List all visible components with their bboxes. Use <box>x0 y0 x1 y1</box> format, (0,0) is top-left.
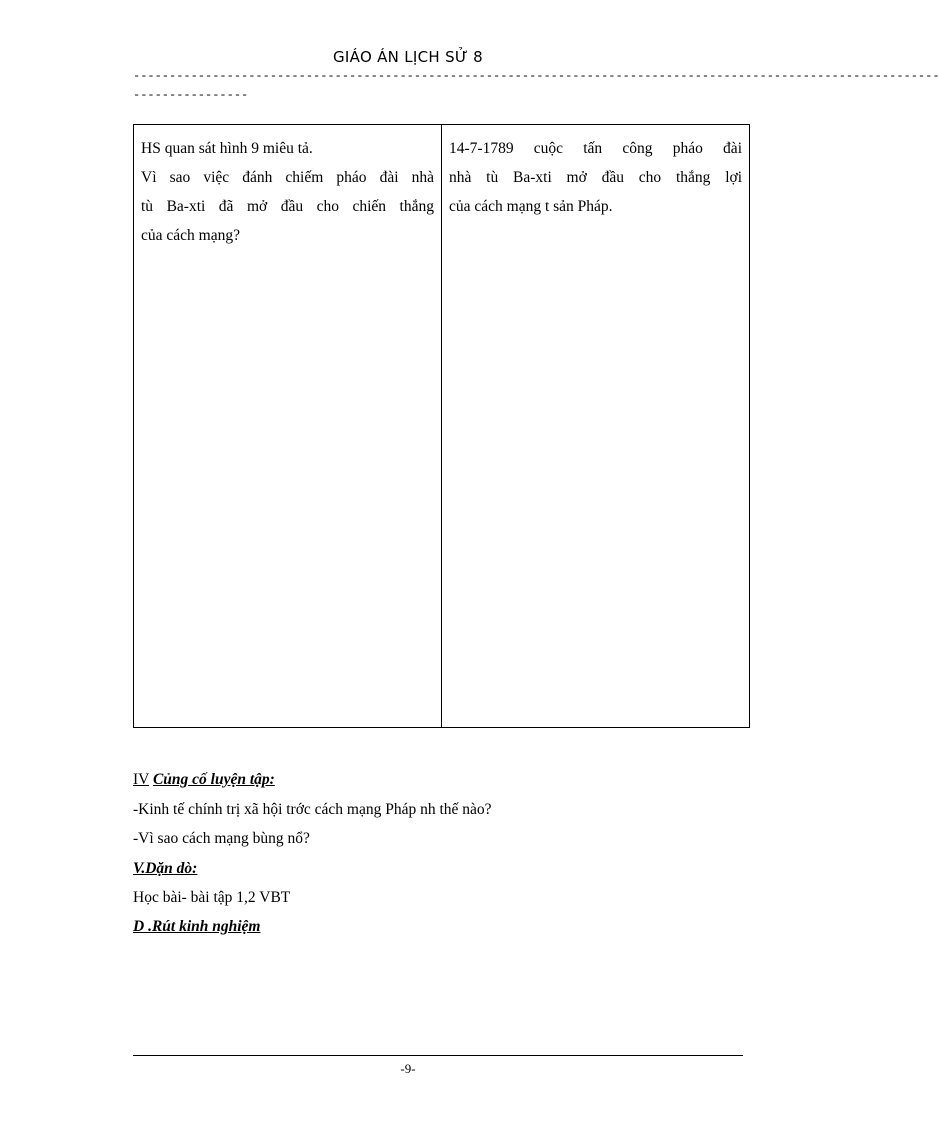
lessons-learned-heading: D .Rút kinh nghiệm <box>133 918 261 935</box>
page-header-title: GIÁO ÁN LỊCH SỬ 8 <box>333 48 483 66</box>
footer-divider <box>133 1055 743 1056</box>
activity-line: của cách mạng? <box>141 227 240 244</box>
content-line: của cách mạng t sản Pháp. <box>449 198 613 215</box>
page-number: -9- <box>400 1061 416 1076</box>
activity-line: HS quan sát hình 9 miêu tả. <box>141 140 313 157</box>
review-section-heading <box>133 770 275 790</box>
activity-cell <box>134 125 442 727</box>
review-question: -Vì sao cách mạng bùng nổ? <box>133 830 310 847</box>
lesson-table <box>133 124 750 728</box>
content-cell <box>442 125 749 727</box>
review-section-number: IV <box>133 771 150 788</box>
homework-section-heading: V.Dặn dò: <box>133 860 198 877</box>
content-line: 14-7-1789 cuộc tấn công pháo đài <box>449 140 742 157</box>
activity-line: Vì sao việc đánh chiếm pháo đài nhà <box>141 169 434 186</box>
content-line: nhà tù Ba-xti mở đầu cho thắng lợi <box>449 169 742 186</box>
review-section-title: Củng cố luyện tập: <box>152 771 275 788</box>
header-dash-divider-continued: ---------------- <box>133 88 249 102</box>
homework-text: Học bài- bài tập 1,2 VBT <box>133 889 291 906</box>
review-question: -Kinh tế chính trị xã hội trớc cách mạng Pháp nh thế nào? <box>133 801 492 818</box>
activity-line: tù Ba-xti đã mở đầu cho chiến thắng <box>141 198 434 215</box>
header-dash-divider: ---------------------------------------------------------------------------------------------------------------- <box>133 69 940 83</box>
